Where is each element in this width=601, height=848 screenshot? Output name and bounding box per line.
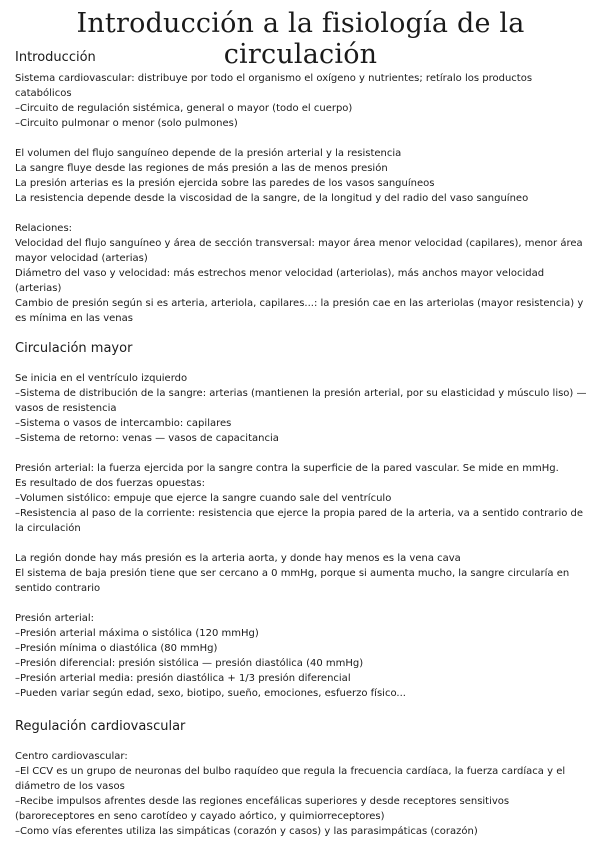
text-line: La presión arterias es la presión ejercida sobre las paredes de los vasos sanguíneos (15, 178, 435, 189)
section-circulacion-mayor (15, 341, 591, 701)
text-line: –Circuito pulmonar o menor (solo pulmones) (15, 118, 238, 129)
text-line: –Recibe impulsos afrentes desde las regiones encefálicas superiores y desde receptores sensitivos (baroreceptores en seno carotídeo y cayado aórtico, y quimiorreceptores) (15, 796, 510, 822)
text-line: –Sistema o vasos de intercambio: capilares (15, 418, 232, 429)
text-line: Diámetro del vaso y velocidad: más estrechos menor velocidad (arteriolas), más anchos mayor velocidad (arterias) (15, 268, 545, 294)
text-line: –El CCV es un grupo de neuronas del bulbo raquídeo que regula la frecuencia cardíaca, la fuerza cardíaca y el diámetro de los vasos (15, 766, 566, 792)
section-heading: Regulación cardiovascular (15, 719, 186, 734)
text-line: Velocidad del flujo sanguíneo y área de sección transversal: mayor área menor velocidad (capilares), menor área mayor velocidad (arterias) (15, 238, 583, 264)
text-line: La resistencia depende desde la viscosidad de la sangre, de la longitud y del radio del vaso sanguíneo (15, 193, 529, 204)
section-intro (15, 50, 591, 326)
section-heading: Introducción (15, 50, 96, 65)
section-regulacion (15, 719, 591, 839)
text-line: La sangre fluye desde las regiones de más presión a las de menos presión (15, 163, 388, 174)
text-line: –Presión arterial media: presión diastólica + 1/3 presión diferencial (15, 673, 351, 684)
text-line: Cambio de presión según si es arteria, arteriola, capilares...: la presión cae en las arteriolas (mayor resistencia) y es mínima en las venas (15, 298, 584, 324)
text-line: –Presión diferencial: presión sistólica — presión diastólica (40 mmHg) (15, 658, 364, 669)
text-line: –Presión arterial máxima o sistólica (120 mmHg) (15, 628, 259, 639)
text-line: –Presión mínima o diastólica (80 mmHg) (15, 643, 218, 654)
text-line: Presión arterial: (15, 613, 94, 624)
text-line: –Resistencia al paso de la corriente: resistencia que ejerce la propia pared de la arteria, va a sentido contrario de la circulación (15, 508, 584, 534)
text-line: Sistema cardiovascular: distribuye por todo el organismo el oxígeno y nutrientes; retíralo los productos catabólicos (15, 73, 533, 99)
text-line: Es resultado de dos fuerzas opuestas: (15, 478, 205, 489)
text-line: –Como vías eferentes utiliza las simpáticas (corazón y casos) y las parasimpáticas (corazón) (15, 826, 478, 837)
document-title: Introducción a la fisiología de la circulación (76, 8, 525, 70)
text-line: Se inicia en el ventrículo izquierdo (15, 373, 188, 384)
section-heading: Circulación mayor (15, 341, 133, 356)
text-line: –Pueden variar según edad, sexo, biotipo, sueño, emociones, esfuerzo físico... (15, 688, 406, 699)
text-line: –Sistema de retorno: venas — vasos de capacitancia (15, 433, 279, 444)
text-line: –Volumen sistólico: empuje que ejerce la sangre cuando sale del ventrículo (15, 493, 392, 504)
text-line: –Sistema de distribución de la sangre: arterias (mantienen la presión arterial, por su elasticidad y músculo liso) — vasos de resistencia (15, 388, 587, 414)
text-line: El sistema de baja presión tiene que ser cercano a 0 mmHg, porque si aumenta mucho, la sangre circularía en sentido contrario (15, 568, 570, 594)
text-line: –Circuito de regulación sistémica, general o mayor (todo el cuerpo) (15, 103, 353, 114)
text-line: Presión arterial: la fuerza ejercida por la sangre contra la superficie de la pared vascular. Se mide en mmHg. (15, 463, 559, 474)
text-line: El volumen del flujo sanguíneo depende de la presión arterial y la resistencia (15, 148, 402, 159)
text-line: Centro cardiovascular: (15, 751, 128, 762)
text-line: La región donde hay más presión es la arteria aorta, y donde hay menos es la vena cava (15, 553, 461, 564)
text-line: Relaciones: (15, 223, 73, 234)
